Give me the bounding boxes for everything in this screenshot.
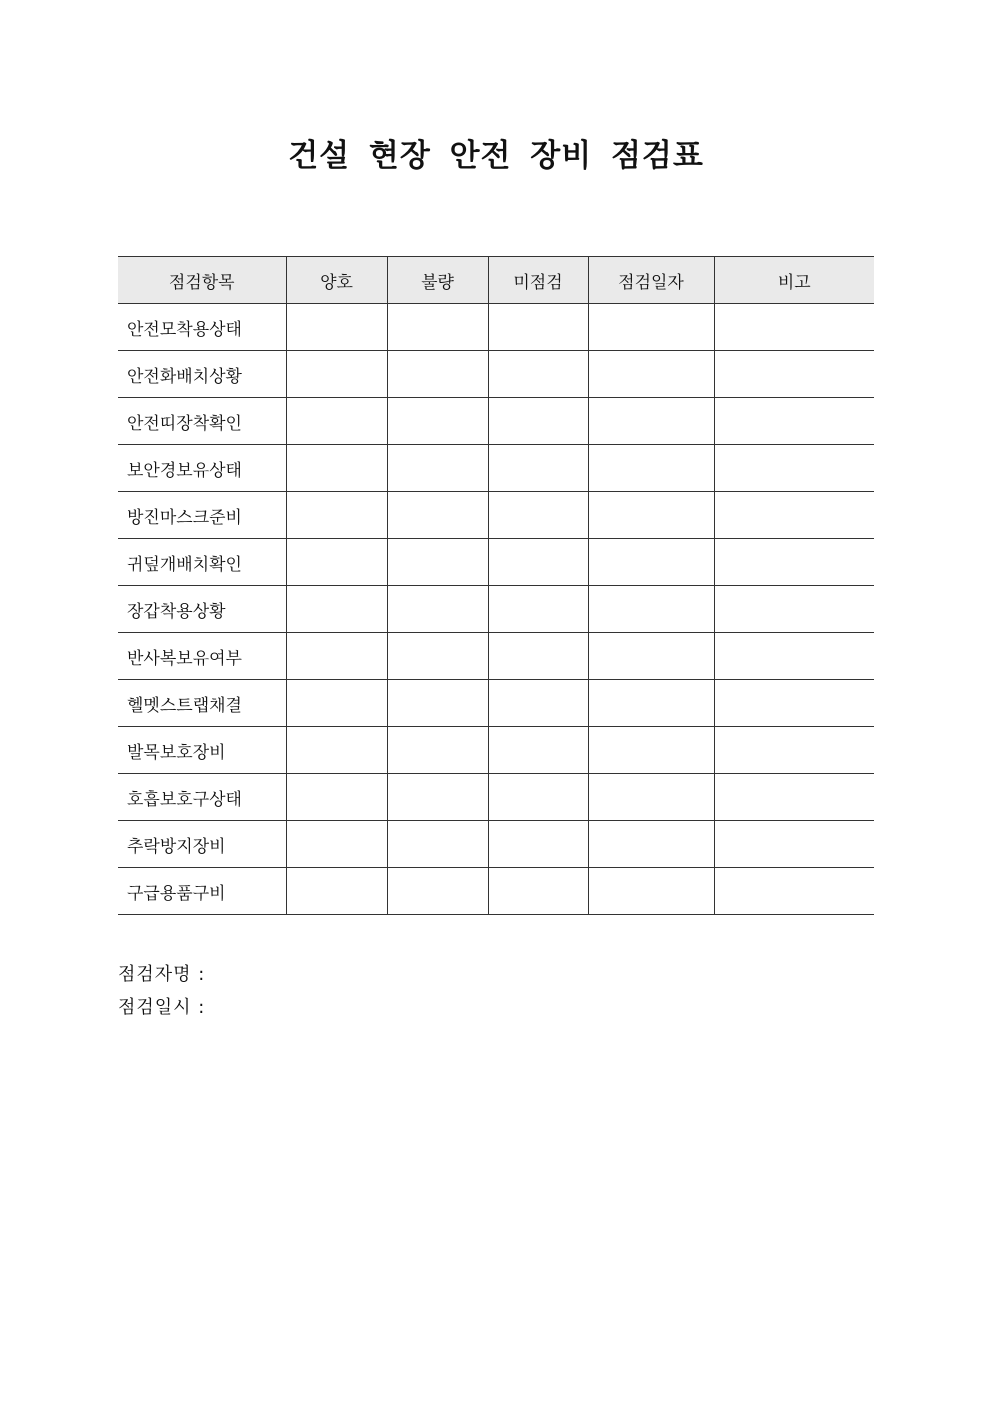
date-cell[interactable] (588, 821, 714, 868)
header-remarks: 비고 (714, 257, 874, 304)
table-row (118, 680, 874, 727)
good-cell[interactable] (286, 351, 387, 398)
check-item-label: 반사복보유여부 (118, 633, 286, 680)
good-cell[interactable] (286, 304, 387, 351)
header-bad: 불량 (387, 257, 488, 304)
remarks-cell[interactable] (714, 680, 874, 727)
bad-cell[interactable] (387, 539, 488, 586)
date-cell[interactable] (588, 633, 714, 680)
bad-cell[interactable] (387, 398, 488, 445)
table-row (118, 821, 874, 868)
unchecked-cell[interactable] (488, 727, 588, 774)
check-item-label: 보안경보유상태 (118, 445, 286, 492)
table-row (118, 727, 874, 774)
remarks-cell[interactable] (714, 586, 874, 633)
unchecked-cell[interactable] (488, 398, 588, 445)
remarks-cell[interactable] (714, 727, 874, 774)
table-row (118, 304, 874, 351)
remarks-cell[interactable] (714, 821, 874, 868)
date-cell[interactable] (588, 304, 714, 351)
good-cell[interactable] (286, 492, 387, 539)
unchecked-cell[interactable] (488, 633, 588, 680)
unchecked-cell[interactable] (488, 774, 588, 821)
remarks-cell[interactable] (714, 868, 874, 915)
good-cell[interactable] (286, 586, 387, 633)
check-item-label: 안전모착용상태 (118, 304, 286, 351)
good-cell[interactable] (286, 727, 387, 774)
remarks-cell[interactable] (714, 539, 874, 586)
remarks-cell[interactable] (714, 398, 874, 445)
bad-cell[interactable] (387, 445, 488, 492)
date-cell[interactable] (588, 586, 714, 633)
table-row (118, 492, 874, 539)
good-cell[interactable] (286, 445, 387, 492)
good-cell[interactable] (286, 680, 387, 727)
date-cell[interactable] (588, 351, 714, 398)
date-cell[interactable] (588, 680, 714, 727)
bad-cell[interactable] (387, 680, 488, 727)
check-item-label: 발목보호장비 (118, 727, 286, 774)
bad-cell[interactable] (387, 774, 488, 821)
check-item-label: 안전화배치상황 (118, 351, 286, 398)
table-row (118, 445, 874, 492)
bad-cell[interactable] (387, 821, 488, 868)
remarks-cell[interactable] (714, 304, 874, 351)
bad-cell[interactable] (387, 868, 488, 915)
header-good: 양호 (286, 257, 387, 304)
header-date: 점검일자 (588, 257, 714, 304)
table-row (118, 868, 874, 915)
signature-section (118, 958, 205, 1024)
unchecked-cell[interactable] (488, 304, 588, 351)
bad-cell[interactable] (387, 492, 488, 539)
check-item-label: 추락방지장비 (118, 821, 286, 868)
remarks-cell[interactable] (714, 633, 874, 680)
bad-cell[interactable] (387, 586, 488, 633)
inspection-datetime-label: 점검일시 : (118, 997, 206, 1018)
bad-cell[interactable] (387, 304, 488, 351)
good-cell[interactable] (286, 398, 387, 445)
unchecked-cell[interactable] (488, 680, 588, 727)
good-cell[interactable] (286, 633, 387, 680)
good-cell[interactable] (286, 821, 387, 868)
unchecked-cell[interactable] (488, 586, 588, 633)
table-row (118, 586, 874, 633)
unchecked-cell[interactable] (488, 868, 588, 915)
date-cell[interactable] (588, 539, 714, 586)
table-body (118, 304, 874, 915)
check-item-label: 호흡보호구상태 (118, 774, 286, 821)
date-cell[interactable] (588, 492, 714, 539)
bad-cell[interactable] (387, 727, 488, 774)
table-row (118, 351, 874, 398)
remarks-cell[interactable] (714, 774, 874, 821)
inspection-table (118, 256, 874, 915)
good-cell[interactable] (286, 774, 387, 821)
check-item-label: 구급용품구비 (118, 868, 286, 915)
check-item-label: 귀덮개배치확인 (118, 539, 286, 586)
date-cell[interactable] (588, 868, 714, 915)
date-cell[interactable] (588, 445, 714, 492)
header-item: 점검항목 (118, 257, 286, 304)
bad-cell[interactable] (387, 633, 488, 680)
unchecked-cell[interactable] (488, 351, 588, 398)
unchecked-cell[interactable] (488, 821, 588, 868)
unchecked-cell[interactable] (488, 539, 588, 586)
remarks-cell[interactable] (714, 492, 874, 539)
good-cell[interactable] (286, 539, 387, 586)
table-row (118, 398, 874, 445)
check-item-label: 안전띠장착확인 (118, 398, 286, 445)
unchecked-cell[interactable] (488, 492, 588, 539)
remarks-cell[interactable] (714, 351, 874, 398)
table-row (118, 539, 874, 586)
bad-cell[interactable] (387, 351, 488, 398)
inspector-name-label: 점검자명 : (118, 964, 206, 985)
good-cell[interactable] (286, 868, 387, 915)
date-cell[interactable] (588, 398, 714, 445)
table-row (118, 633, 874, 680)
remarks-cell[interactable] (714, 445, 874, 492)
date-cell[interactable] (588, 727, 714, 774)
date-cell[interactable] (588, 774, 714, 821)
document-title: 건설 현장 안전 장비 점검표 (288, 138, 704, 174)
check-item-label: 방진마스크준비 (118, 492, 286, 539)
unchecked-cell[interactable] (488, 445, 588, 492)
table-row (118, 774, 874, 821)
check-item-label: 헬멧스트랩채결 (118, 680, 286, 727)
check-item-label: 장갑착용상황 (118, 586, 286, 633)
header-unchecked: 미점검 (488, 257, 588, 304)
table-header-row (118, 257, 874, 304)
